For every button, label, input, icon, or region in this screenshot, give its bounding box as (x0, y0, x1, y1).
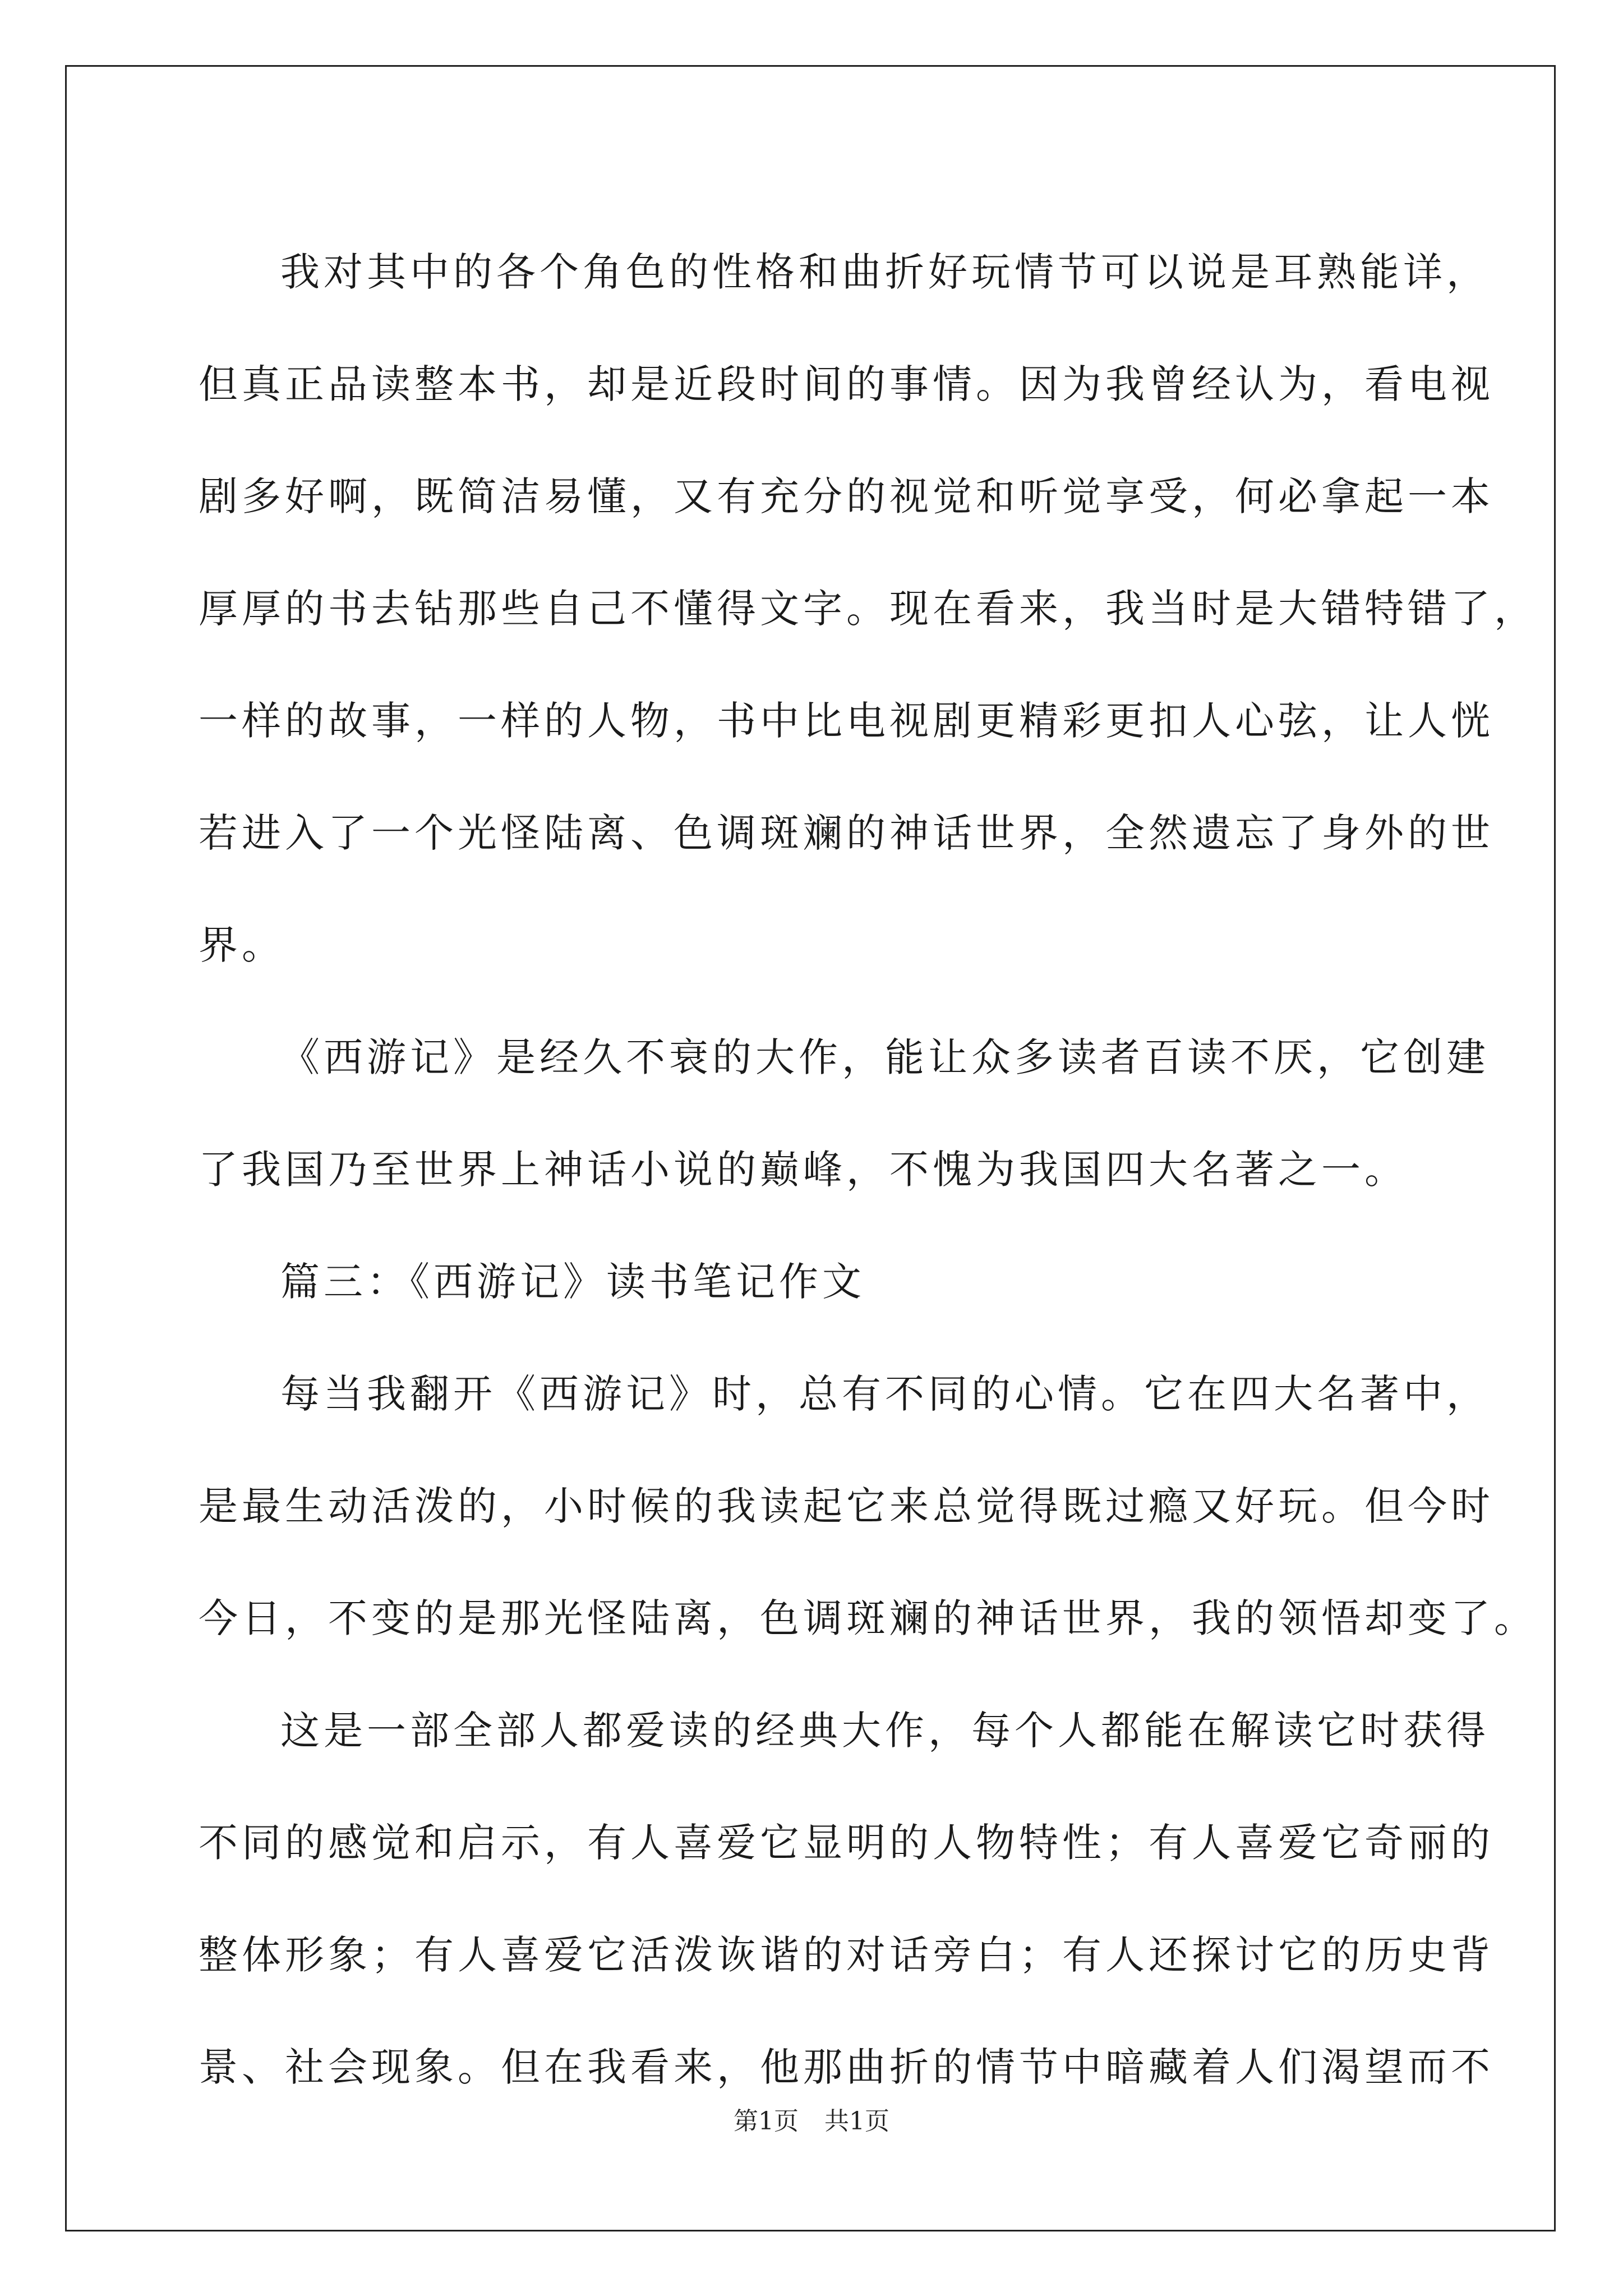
document-body (199, 216, 1537, 2123)
page-footer (0, 2105, 1623, 2138)
page-total: 共1页 (824, 2107, 889, 2136)
text-line: 我对其中的各个角色的性格和曲折好玩情节可以说是耳熟能详， (280, 249, 1490, 295)
text-line: 剧多好啊，既简洁易懂，又有充分的视觉和听觉享受，何必拿起一本 (199, 473, 1494, 519)
text-line: 今日，不变的是那光怪陆离，色调斑斓的神话世界，我的领悟却变了。 (199, 1595, 1537, 1641)
text-line: 是最生动活泼的，小时候的我读起它来总觉得既过瘾又好玩。但今时 (199, 1483, 1494, 1529)
text-line: 但真正品读整本书，却是近段时间的事情。因为我曾经认为，看电视 (199, 361, 1494, 407)
text-line: 若进入了一个光怪陆离、色调斑斓的神话世界，全然遗忘了身外的世 (199, 810, 1494, 856)
page-number: 第1页 (734, 2107, 799, 2136)
text-line: 整体形象；有人喜爱它活泼诙谐的对话旁白；有人还探讨它的历史背 (199, 1932, 1494, 1978)
text-line: 一样的故事，一样的人物，书中比电视剧更精彩更扣人心弦，让人恍 (199, 698, 1494, 744)
text-line: 《西游记》是经久不衰的大作，能让众多读者百读不厌，它创建 (280, 1034, 1490, 1080)
text-line: 界。 (199, 922, 285, 968)
text-line: 不同的感觉和启示，有人喜爱它显明的人物特性；有人喜爱它奇丽的 (199, 1820, 1494, 1866)
text-line: 厚厚的书去钻那些自己不懂得文字。现在看来，我当时是大错特错了， (199, 586, 1537, 632)
text-line: 景、社会现象。但在我看来，他那曲折的情节中暗藏着人们渴望而不 (199, 2044, 1494, 2090)
text-line: 每当我翻开《西游记》时，总有不同的心情。它在四大名著中， (280, 1371, 1490, 1417)
text-line: 了我国乃至世界上神话小说的巅峰，不愧为我国四大名著之一。 (199, 1147, 1408, 1193)
text-line: 这是一部全部人都爱读的经典大作，每个人都能在解读它时获得 (280, 1708, 1490, 1754)
section-heading: 篇三：《西游记》读书笔记作文 (280, 1259, 865, 1305)
